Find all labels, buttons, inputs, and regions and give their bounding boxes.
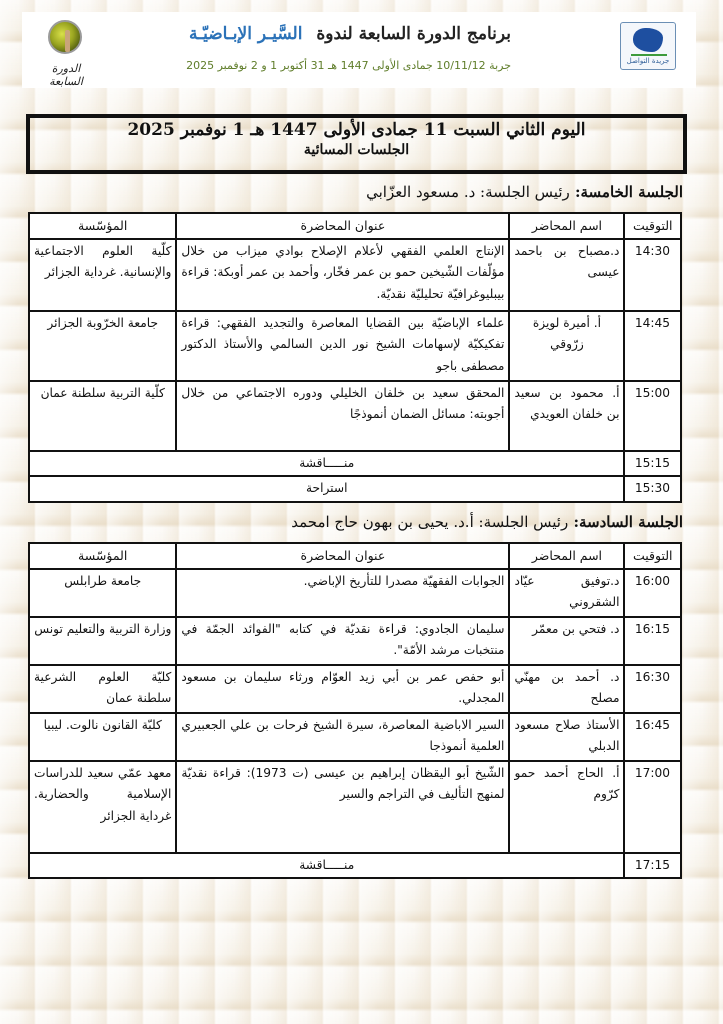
table-row bbox=[29, 761, 681, 853]
session-label: الجلسة السادسة: bbox=[568, 513, 683, 531]
table-header-row bbox=[29, 213, 681, 239]
globe-icon bbox=[48, 20, 82, 54]
title-cell: الجوابات الفقهيّة مصدرا للتأريخ الإباضي. bbox=[176, 569, 509, 617]
logo-caption: الدورة السابعة bbox=[49, 62, 83, 88]
program-title bbox=[189, 24, 511, 44]
title-cell: أبو حفص عمر بن أبي زيد العوّام ورثاء سليمان بن مسعود المجدلي. bbox=[176, 665, 509, 713]
map-icon bbox=[633, 28, 663, 52]
speaker-cell: د.توفيق عيّاد الشقروني bbox=[509, 569, 624, 617]
table-header-row bbox=[29, 543, 681, 569]
title-prefix: برنامج الدورة السابعة لندوة bbox=[316, 24, 511, 44]
table-row bbox=[29, 617, 681, 665]
col-header-speaker: اسم المحاضر bbox=[509, 213, 624, 239]
time-cell: 17:15 bbox=[624, 853, 681, 879]
session-heading bbox=[366, 183, 683, 201]
institution-cell: كليّة العلوم الشرعية سلطنة عمان bbox=[29, 665, 176, 713]
time-cell: 16:15 bbox=[624, 617, 681, 665]
title-cell: المحقق سعيد بن خلفان الخليلي ودوره الاجتماعي من خلال أجوبته: مسائل الضمان أنموذجًا bbox=[176, 381, 509, 451]
col-header-institution: المؤسّسة bbox=[29, 213, 176, 239]
title-cell: سليمان الجادوي: قراءة نقديّة في كتابه "الفوائد الجمّة في منتخبات مرشد الأمّة". bbox=[176, 617, 509, 665]
break-row bbox=[29, 451, 681, 477]
speaker-cell: أ. الحاج أحمد حمو كرّوم bbox=[509, 761, 624, 853]
time-cell: 17:00 bbox=[624, 761, 681, 853]
time-cell: 14:30 bbox=[624, 239, 681, 311]
time-cell: 14:45 bbox=[624, 311, 681, 381]
title-cell: الشّيخ أبو اليقظان إبراهيم بن عيسى (ت 1973): قراءة نقديّة لمنهج التأليف في التراجم والسير bbox=[176, 761, 509, 853]
speaker-cell: أ. أميرة لويزة زرّوقي bbox=[509, 311, 624, 381]
institution-cell: وزارة التربية والتعليم تونس bbox=[29, 617, 176, 665]
title-cell: الإنتاج العلمي الفقهي لأعلام الإصلاح بوادي ميزاب من خلال مؤلّفات الشّيخين حمو بن عمر فخّار، وأحمد بن عمر أوبكة: قراءة بيبليوغرافيّة تحليليّة نقديّة. bbox=[176, 239, 509, 311]
time-cell: 15:15 bbox=[624, 451, 681, 477]
schedule-table bbox=[28, 542, 682, 879]
page-header bbox=[22, 12, 696, 88]
program-dates: جربة 10/11/12 جمادى الأولى 1447 هـ 31 أكتوبر 1 و 2 نوفمبر 2025 bbox=[186, 59, 511, 72]
col-header-speaker: اسم المحاضر bbox=[509, 543, 624, 569]
speaker-cell: الأستاذ صلاح مسعود الدبلي bbox=[509, 713, 624, 761]
time-cell: 15:00 bbox=[624, 381, 681, 451]
speaker-cell: د. فتحي بن معمّر bbox=[509, 617, 624, 665]
speaker-cell: د.مصباح بن باحمد عيسى bbox=[509, 239, 624, 311]
title-highlight: السَّيـر الإبـاضيّـة bbox=[188, 24, 303, 44]
table-row bbox=[29, 665, 681, 713]
break-cell: استراحة bbox=[29, 476, 624, 502]
newspaper-logo-caption: جريدة التواصل bbox=[626, 57, 670, 65]
col-header-time: التوقيت bbox=[624, 213, 681, 239]
table-row bbox=[29, 569, 681, 617]
table-row bbox=[29, 239, 681, 311]
time-cell: 15:30 bbox=[624, 476, 681, 502]
institution-cell: معهد عمّي سعيد للدراسات الإسلامية والحضارية. غرداية الجزائر bbox=[29, 761, 176, 853]
session-chair: رئيس الجلسة: د. مسعود العزّابي bbox=[366, 183, 570, 201]
session-label: الجلسة الخامسة: bbox=[569, 183, 683, 201]
table-row bbox=[29, 713, 681, 761]
institution-cell: كلّية التربية سلطنة عمان bbox=[29, 381, 176, 451]
seventh-edition-logo bbox=[34, 18, 94, 86]
time-cell: 16:30 bbox=[624, 665, 681, 713]
institution-cell: كليّة القانون نالوت. ليبيا bbox=[29, 713, 176, 761]
day-part: الجلسات المسائية bbox=[303, 142, 410, 158]
title-cell: السير الاباضية المعاصرة، سيرة الشيخ فرحات بن علي الجعبيري العلمية أنموذجا bbox=[176, 713, 509, 761]
time-cell: 16:45 bbox=[624, 713, 681, 761]
time-cell: 16:00 bbox=[624, 569, 681, 617]
discussion-cell: منـــــاقشة bbox=[29, 853, 624, 879]
speaker-cell: د. أحمد بن مهنّي مصلح bbox=[509, 665, 624, 713]
col-header-time: التوقيت bbox=[624, 543, 681, 569]
session-heading bbox=[291, 513, 683, 531]
break-row bbox=[29, 853, 681, 879]
schedule-table bbox=[28, 212, 682, 503]
speaker-cell: أ. محمود بن سعيد بن خلفان العويدي bbox=[509, 381, 624, 451]
col-header-title: عنوان المحاضرة bbox=[176, 213, 509, 239]
table-row bbox=[29, 381, 681, 451]
break-row bbox=[29, 476, 681, 502]
discussion-cell: منـــــاقشة bbox=[29, 451, 624, 477]
col-header-title: عنوان المحاضرة bbox=[176, 543, 509, 569]
col-header-institution: المؤسّسة bbox=[29, 543, 176, 569]
title-cell: علماء الإباضيّة بين القضايا المعاصرة والتجديد الفقهي: قراءة تفكيكيّة لإسهامات الشيخ نور الدين السالمي والأستاذ الدكتور مصطفى باجو bbox=[176, 311, 509, 381]
newspaper-logo bbox=[620, 22, 676, 70]
logo-divider bbox=[631, 54, 667, 56]
table-row bbox=[29, 311, 681, 381]
institution-cell: كلّية العلوم الاجتماعية والإنسانية. غرداية الجزائر bbox=[29, 239, 176, 311]
institution-cell: جامعة طرابلس bbox=[29, 569, 176, 617]
day-heading bbox=[26, 114, 687, 174]
institution-cell: جامعة الخرّوبة الجزائر bbox=[29, 311, 176, 381]
session-chair: رئيس الجلسة: أ.د. يحيى بن بهون حاج امحمد bbox=[291, 513, 569, 531]
day-date: اليوم الثاني السبت 11 جمادى الأولى 1447 هـ 1 نوفمبر 2025 bbox=[127, 120, 586, 140]
